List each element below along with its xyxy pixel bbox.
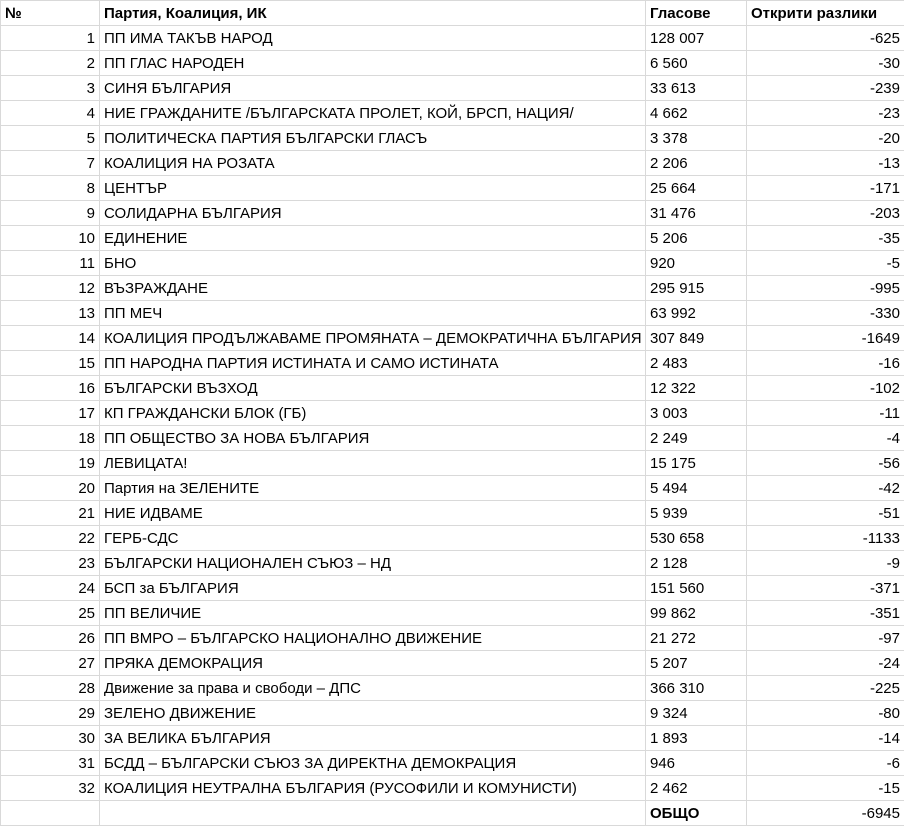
diff-cell[interactable]: -1649: [747, 326, 904, 351]
num-cell[interactable]: 17: [1, 401, 100, 426]
table-row: [1, 501, 904, 526]
table-row: [1, 351, 904, 376]
num-cell[interactable]: 4: [1, 101, 100, 126]
diff-cell[interactable]: -351: [747, 601, 904, 626]
num-cell[interactable]: 24: [1, 576, 100, 601]
votes-cell[interactable]: 2 483: [646, 351, 747, 376]
num-cell[interactable]: 29: [1, 701, 100, 726]
diff-cell[interactable]: -51: [747, 501, 904, 526]
votes-cell[interactable]: 99 862: [646, 601, 747, 626]
diff-cell[interactable]: -13: [747, 151, 904, 176]
table-row: [1, 26, 904, 51]
votes-cell[interactable]: 530 658: [646, 526, 747, 551]
votes-cell[interactable]: 3 378: [646, 126, 747, 151]
table-row: [1, 51, 904, 76]
party-cell[interactable]: СИНЯ БЪЛГАРИЯ: [100, 76, 646, 101]
table-row: [1, 326, 904, 351]
votes-cell[interactable]: 9 324: [646, 701, 747, 726]
num-cell[interactable]: 11: [1, 251, 100, 276]
diff-cell[interactable]: -5: [747, 251, 904, 276]
party-cell[interactable]: ЛЕВИЦАТА!: [100, 451, 646, 476]
table-body: [1, 26, 904, 801]
num-cell[interactable]: 9: [1, 201, 100, 226]
table-row: [1, 251, 904, 276]
party-cell[interactable]: БСП за БЪЛГАРИЯ: [100, 576, 646, 601]
votes-cell[interactable]: 5 206: [646, 226, 747, 251]
diff-cell[interactable]: -11: [747, 401, 904, 426]
party-cell[interactable]: ЦЕНТЪР: [100, 176, 646, 201]
diff-cell[interactable]: -330: [747, 301, 904, 326]
num-cell[interactable]: 7: [1, 151, 100, 176]
header-row: [1, 1, 904, 26]
diff-cell[interactable]: -97: [747, 626, 904, 651]
diff-cell[interactable]: -4: [747, 426, 904, 451]
table-row: [1, 576, 904, 601]
votes-cell[interactable]: 25 664: [646, 176, 747, 201]
party-cell[interactable]: ПП НАРОДНА ПАРТИЯ ИСТИНАТА И САМО ИСТИНАТА: [100, 351, 646, 376]
party-cell[interactable]: ЗА ВЕЛИКА БЪЛГАРИЯ: [100, 726, 646, 751]
party-cell[interactable]: БНО: [100, 251, 646, 276]
diff-cell[interactable]: -225: [747, 676, 904, 701]
party-cell[interactable]: Движение за права и свободи – ДПС: [100, 676, 646, 701]
votes-cell[interactable]: 2 249: [646, 426, 747, 451]
table-row: [1, 651, 904, 676]
num-cell[interactable]: 25: [1, 601, 100, 626]
diff-cell[interactable]: -102: [747, 376, 904, 401]
votes-cell[interactable]: 12 322: [646, 376, 747, 401]
diff-cell[interactable]: -35: [747, 226, 904, 251]
diff-cell[interactable]: -30: [747, 51, 904, 76]
votes-cell[interactable]: 2 462: [646, 776, 747, 801]
party-cell[interactable]: ПОЛИТИЧЕСКА ПАРТИЯ БЪЛГАРСКИ ГЛАСЪ: [100, 126, 646, 151]
table-row: [1, 776, 904, 801]
num-cell[interactable]: 15: [1, 351, 100, 376]
diff-cell[interactable]: -42: [747, 476, 904, 501]
party-cell[interactable]: КП ГРАЖДАНСКИ БЛОК (ГБ): [100, 401, 646, 426]
votes-cell[interactable]: 2 206: [646, 151, 747, 176]
header-num[interactable]: №: [1, 1, 100, 26]
num-cell[interactable]: 13: [1, 301, 100, 326]
table-row: [1, 151, 904, 176]
header-party[interactable]: Партия, Коалиция, ИК: [100, 1, 646, 26]
num-cell[interactable]: 19: [1, 451, 100, 476]
table-row: [1, 426, 904, 451]
votes-cell[interactable]: 128 007: [646, 26, 747, 51]
diff-cell[interactable]: -371: [747, 576, 904, 601]
party-cell[interactable]: Партия на ЗЕЛЕНИТЕ: [100, 476, 646, 501]
diff-cell[interactable]: -16: [747, 351, 904, 376]
total-num-cell[interactable]: [1, 801, 100, 826]
votes-cell[interactable]: 295 915: [646, 276, 747, 301]
num-cell[interactable]: 26: [1, 626, 100, 651]
party-cell[interactable]: КОАЛИЦИЯ НА РОЗАТА: [100, 151, 646, 176]
diff-cell[interactable]: -239: [747, 76, 904, 101]
votes-cell[interactable]: 2 128: [646, 551, 747, 576]
party-cell[interactable]: БСДД – БЪЛГАРСКИ СЪЮЗ ЗА ДИРЕКТНА ДЕМОКРАЦИЯ: [100, 751, 646, 776]
num-cell[interactable]: 3: [1, 76, 100, 101]
num-cell[interactable]: 16: [1, 376, 100, 401]
party-cell[interactable]: ПП ВЕЛИЧИЕ: [100, 601, 646, 626]
diff-cell[interactable]: -6: [747, 751, 904, 776]
diff-cell[interactable]: -171: [747, 176, 904, 201]
party-cell[interactable]: ПРЯКА ДЕМОКРАЦИЯ: [100, 651, 646, 676]
num-cell[interactable]: 23: [1, 551, 100, 576]
total-label[interactable]: ОБЩО: [646, 801, 747, 826]
num-cell[interactable]: 2: [1, 51, 100, 76]
diff-cell[interactable]: -995: [747, 276, 904, 301]
table-row: [1, 701, 904, 726]
num-cell[interactable]: 8: [1, 176, 100, 201]
party-cell[interactable]: СОЛИДАРНА БЪЛГАРИЯ: [100, 201, 646, 226]
num-cell[interactable]: 18: [1, 426, 100, 451]
votes-cell[interactable]: 5 207: [646, 651, 747, 676]
table-row: [1, 476, 904, 501]
num-cell[interactable]: 21: [1, 501, 100, 526]
votes-cell[interactable]: 5 494: [646, 476, 747, 501]
diff-cell[interactable]: -625: [747, 26, 904, 51]
num-cell[interactable]: 5: [1, 126, 100, 151]
votes-cell[interactable]: 31 476: [646, 201, 747, 226]
diff-cell[interactable]: -14: [747, 726, 904, 751]
table-row: [1, 526, 904, 551]
table-row: [1, 751, 904, 776]
table-row: [1, 376, 904, 401]
diff-cell[interactable]: -9: [747, 551, 904, 576]
table-row: [1, 276, 904, 301]
num-cell[interactable]: 28: [1, 676, 100, 701]
total-row: [1, 801, 904, 826]
party-cell[interactable]: БЪЛГАРСКИ НАЦИОНАЛЕН СЪЮЗ – НД: [100, 551, 646, 576]
diff-cell[interactable]: -24: [747, 651, 904, 676]
votes-cell[interactable]: 4 662: [646, 101, 747, 126]
votes-cell[interactable]: 366 310: [646, 676, 747, 701]
party-cell[interactable]: НИЕ ИДВАМЕ: [100, 501, 646, 526]
party-cell[interactable]: ГЕРБ-СДС: [100, 526, 646, 551]
votes-cell[interactable]: 5 939: [646, 501, 747, 526]
num-cell[interactable]: 30: [1, 726, 100, 751]
header-diff[interactable]: Открити разлики: [747, 1, 904, 26]
header-votes[interactable]: Гласове: [646, 1, 747, 26]
party-cell[interactable]: КОАЛИЦИЯ ПРОДЪЛЖАВАМЕ ПРОМЯНАТА – ДЕМОКРАТИЧНА БЪЛГАРИЯ: [100, 326, 646, 351]
votes-cell[interactable]: 920: [646, 251, 747, 276]
party-cell[interactable]: НИЕ ГРАЖДАНИТЕ /БЪЛГАРСКАТА ПРОЛЕТ, КОЙ, БРСП, НАЦИЯ/: [100, 101, 646, 126]
party-cell[interactable]: ВЪЗРАЖДАНЕ: [100, 276, 646, 301]
diff-cell[interactable]: -1133: [747, 526, 904, 551]
table-row: [1, 726, 904, 751]
table-row: [1, 76, 904, 101]
table-row: [1, 601, 904, 626]
table-row: [1, 401, 904, 426]
votes-cell[interactable]: 33 613: [646, 76, 747, 101]
table-row: [1, 176, 904, 201]
party-cell[interactable]: БЪЛГАРСКИ ВЪЗХОД: [100, 376, 646, 401]
num-cell[interactable]: 22: [1, 526, 100, 551]
table-row: [1, 676, 904, 701]
table-row: [1, 551, 904, 576]
table-row: [1, 201, 904, 226]
diff-cell[interactable]: -203: [747, 201, 904, 226]
votes-cell[interactable]: 15 175: [646, 451, 747, 476]
diff-cell[interactable]: -20: [747, 126, 904, 151]
num-cell[interactable]: 10: [1, 226, 100, 251]
table-row: [1, 101, 904, 126]
num-cell[interactable]: 1: [1, 26, 100, 51]
diff-cell[interactable]: -15: [747, 776, 904, 801]
party-cell[interactable]: КОАЛИЦИЯ НЕУТРАЛНА БЪЛГАРИЯ (РУСОФИЛИ И КОМУНИСТИ): [100, 776, 646, 801]
party-cell[interactable]: ЕДИНЕНИЕ: [100, 226, 646, 251]
party-cell[interactable]: ПП ОБЩЕСТВО ЗА НОВА БЪЛГАРИЯ: [100, 426, 646, 451]
diff-cell[interactable]: -56: [747, 451, 904, 476]
num-cell[interactable]: 32: [1, 776, 100, 801]
votes-cell[interactable]: 6 560: [646, 51, 747, 76]
diff-cell[interactable]: -80: [747, 701, 904, 726]
party-cell[interactable]: ЗЕЛЕНО ДВИЖЕНИЕ: [100, 701, 646, 726]
table-row: [1, 301, 904, 326]
table-row: [1, 626, 904, 651]
table-row: [1, 126, 904, 151]
votes-cell[interactable]: 151 560: [646, 576, 747, 601]
num-cell[interactable]: 31: [1, 751, 100, 776]
table-row: [1, 226, 904, 251]
votes-cell[interactable]: 307 849: [646, 326, 747, 351]
party-cell[interactable]: ПП МЕЧ: [100, 301, 646, 326]
num-cell[interactable]: 20: [1, 476, 100, 501]
table-row: [1, 451, 904, 476]
votes-cell[interactable]: 63 992: [646, 301, 747, 326]
party-cell[interactable]: ПП ГЛАС НАРОДЕН: [100, 51, 646, 76]
diff-cell[interactable]: -23: [747, 101, 904, 126]
votes-cell[interactable]: 21 272: [646, 626, 747, 651]
num-cell[interactable]: 12: [1, 276, 100, 301]
party-cell[interactable]: ПП ВМРО – БЪЛГАРСКО НАЦИОНАЛНО ДВИЖЕНИЕ: [100, 626, 646, 651]
num-cell[interactable]: 14: [1, 326, 100, 351]
num-cell[interactable]: 27: [1, 651, 100, 676]
votes-cell[interactable]: 3 003: [646, 401, 747, 426]
party-cell[interactable]: ПП ИМА ТАКЪВ НАРОД: [100, 26, 646, 51]
votes-cell[interactable]: 946: [646, 751, 747, 776]
total-diff[interactable]: -6945: [747, 801, 904, 826]
votes-cell[interactable]: 1 893: [646, 726, 747, 751]
total-party-cell[interactable]: [100, 801, 646, 826]
